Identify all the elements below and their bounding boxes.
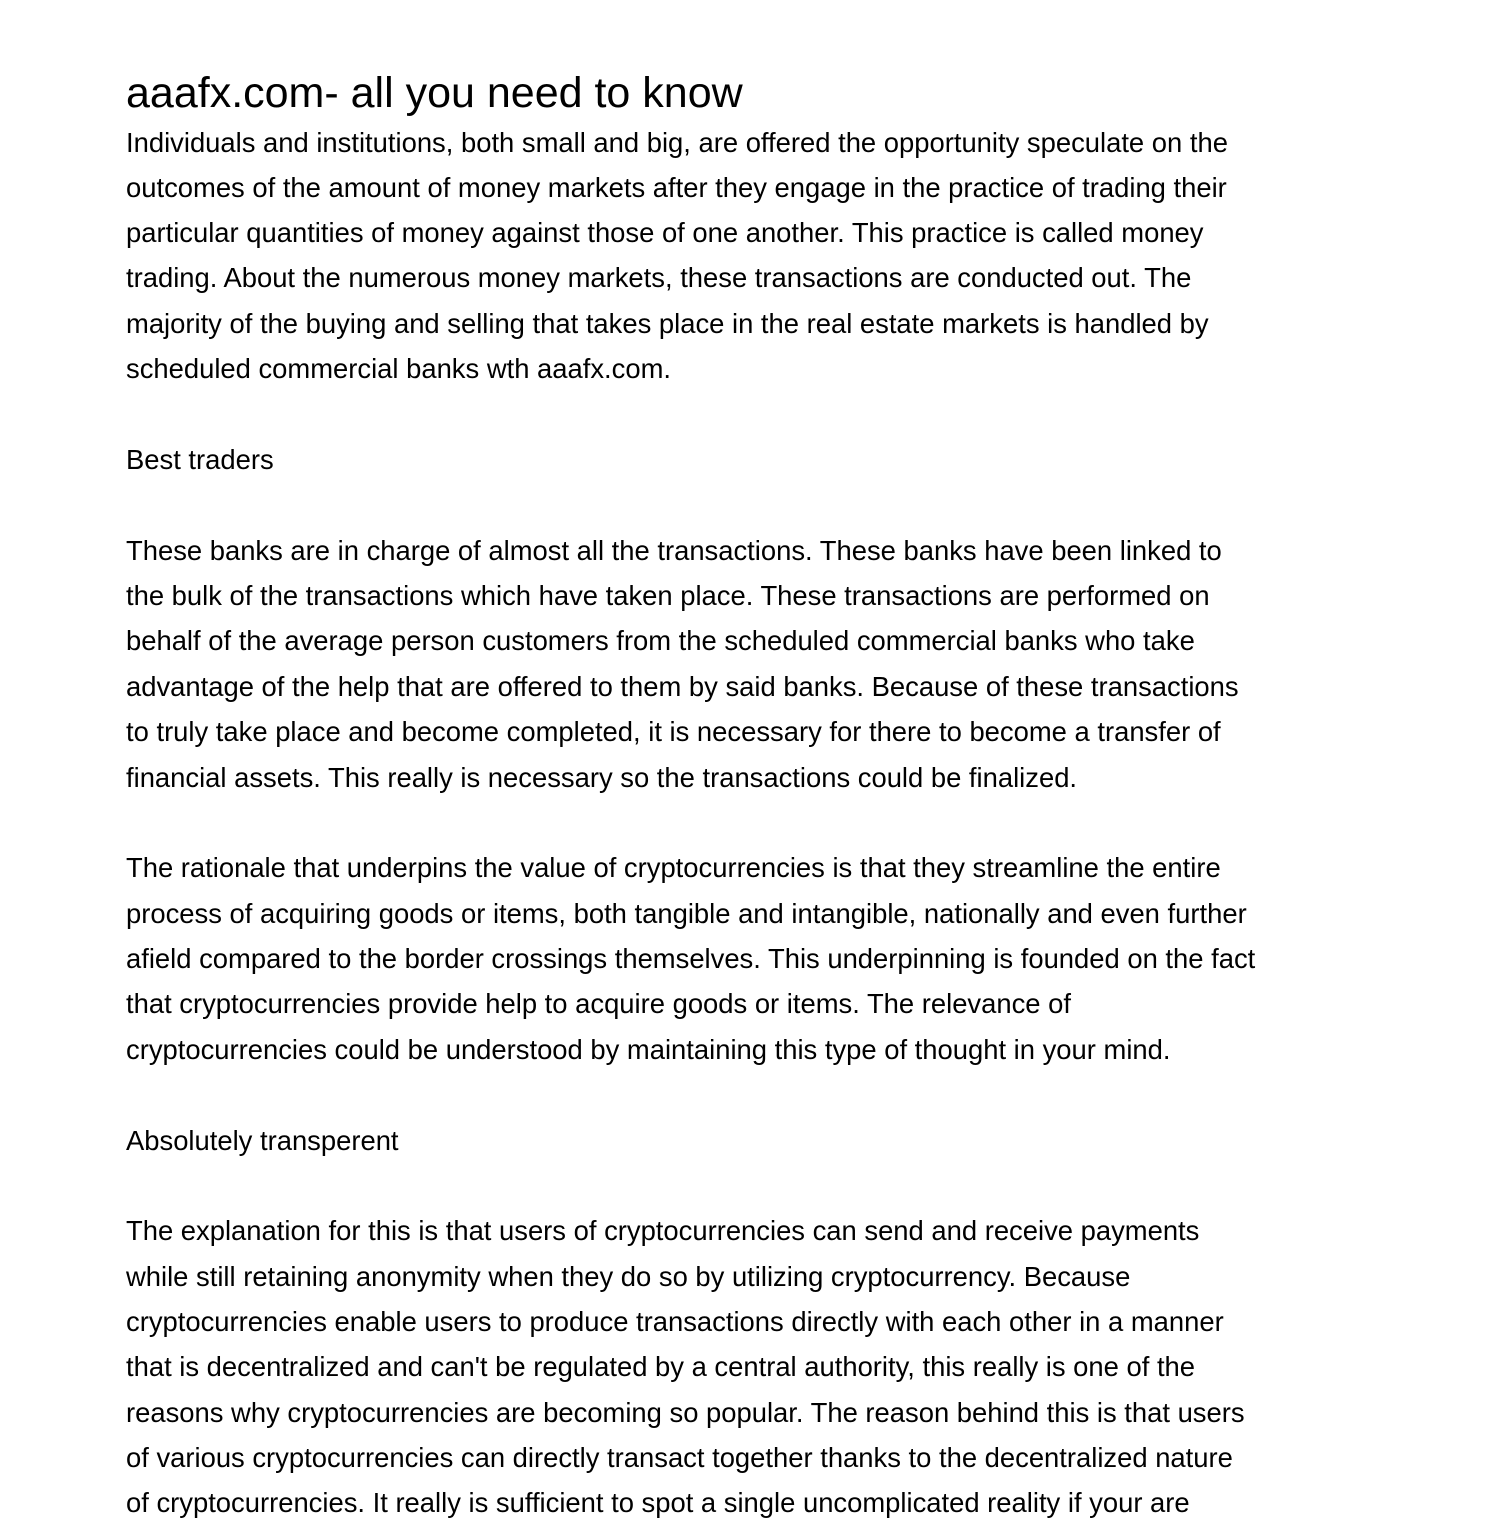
- paragraph-line: particular quantities of money against those of one another. This practice is called money: [126, 217, 1204, 248]
- paragraph-line: cryptocurrencies enable users to produce transactions directly with each other in a manner: [126, 1306, 1224, 1337]
- paragraph-line: behalf of the average person customers from the scheduled commercial banks who take: [126, 625, 1195, 656]
- paragraph-line: cryptocurrencies could be understood by maintaining this type of thought in your mind.: [126, 1034, 1171, 1065]
- paragraph-line: that cryptocurrencies provide help to acquire goods or items. The relevance of: [126, 988, 1071, 1019]
- paragraph-line: to truly take place and become completed, it is necessary for there to become a transfer of: [126, 716, 1221, 747]
- paragraph-line: reasons why cryptocurrencies are becoming so popular. The reason behind this is that users: [126, 1397, 1245, 1428]
- section-heading-best-traders: Best traders: [126, 444, 274, 475]
- paragraph-line: of cryptocurrencies. It really is sufficient to spot a single uncomplicated reality if your are: [126, 1487, 1190, 1518]
- paragraph-line: The rationale that underpins the value of cryptocurrencies is that they streamline the entire: [126, 852, 1221, 883]
- paragraph-line: financial assets. This really is necessary so the transactions could be finalized.: [126, 762, 1078, 793]
- paragraph-line: advantage of the help that are offered to them by said banks. Because of these transactions: [126, 671, 1239, 702]
- paragraph-line: The explanation for this is that users of cryptocurrencies can send and receive payments: [126, 1215, 1200, 1246]
- paragraph-line: process of acquiring goods or items, both tangible and intangible, nationally and even further: [126, 898, 1247, 929]
- paragraph-line: trading. About the numerous money markets, these transactions are conducted out. The: [126, 262, 1192, 293]
- document-title: aaafx.com- all you need to know: [126, 69, 743, 117]
- paragraph-line: These banks are in charge of almost all the transactions. These banks have been linked to: [126, 535, 1222, 566]
- paragraph-line: while still retaining anonymity when they do so by utilizing cryptocurrency. Because: [126, 1261, 1131, 1292]
- paragraph-line: afield compared to the border crossings themselves. This underpinning is founded on the fact: [126, 943, 1256, 974]
- paragraph-line: majority of the buying and selling that takes place in the real estate markets is handled by: [126, 308, 1209, 339]
- paragraph-line: that is decentralized and can't be regulated by a central authority, this really is one of the: [126, 1351, 1196, 1382]
- paragraph-line: the bulk of the transactions which have taken place. These transactions are performed on: [126, 580, 1210, 611]
- paragraph-line: Individuals and institutions, both small and big, are offered the opportunity speculate on the: [126, 127, 1228, 158]
- section-heading-transparent: Absolutely transperent: [126, 1125, 399, 1156]
- paragraph-line: scheduled commercial banks wth aaafx.com.: [126, 353, 672, 384]
- paragraph-line: of various cryptocurrencies can directly transact together thanks to the decentralized nature: [126, 1442, 1233, 1473]
- paragraph-line: outcomes of the amount of money markets after they engage in the practice of trading their: [126, 172, 1227, 203]
